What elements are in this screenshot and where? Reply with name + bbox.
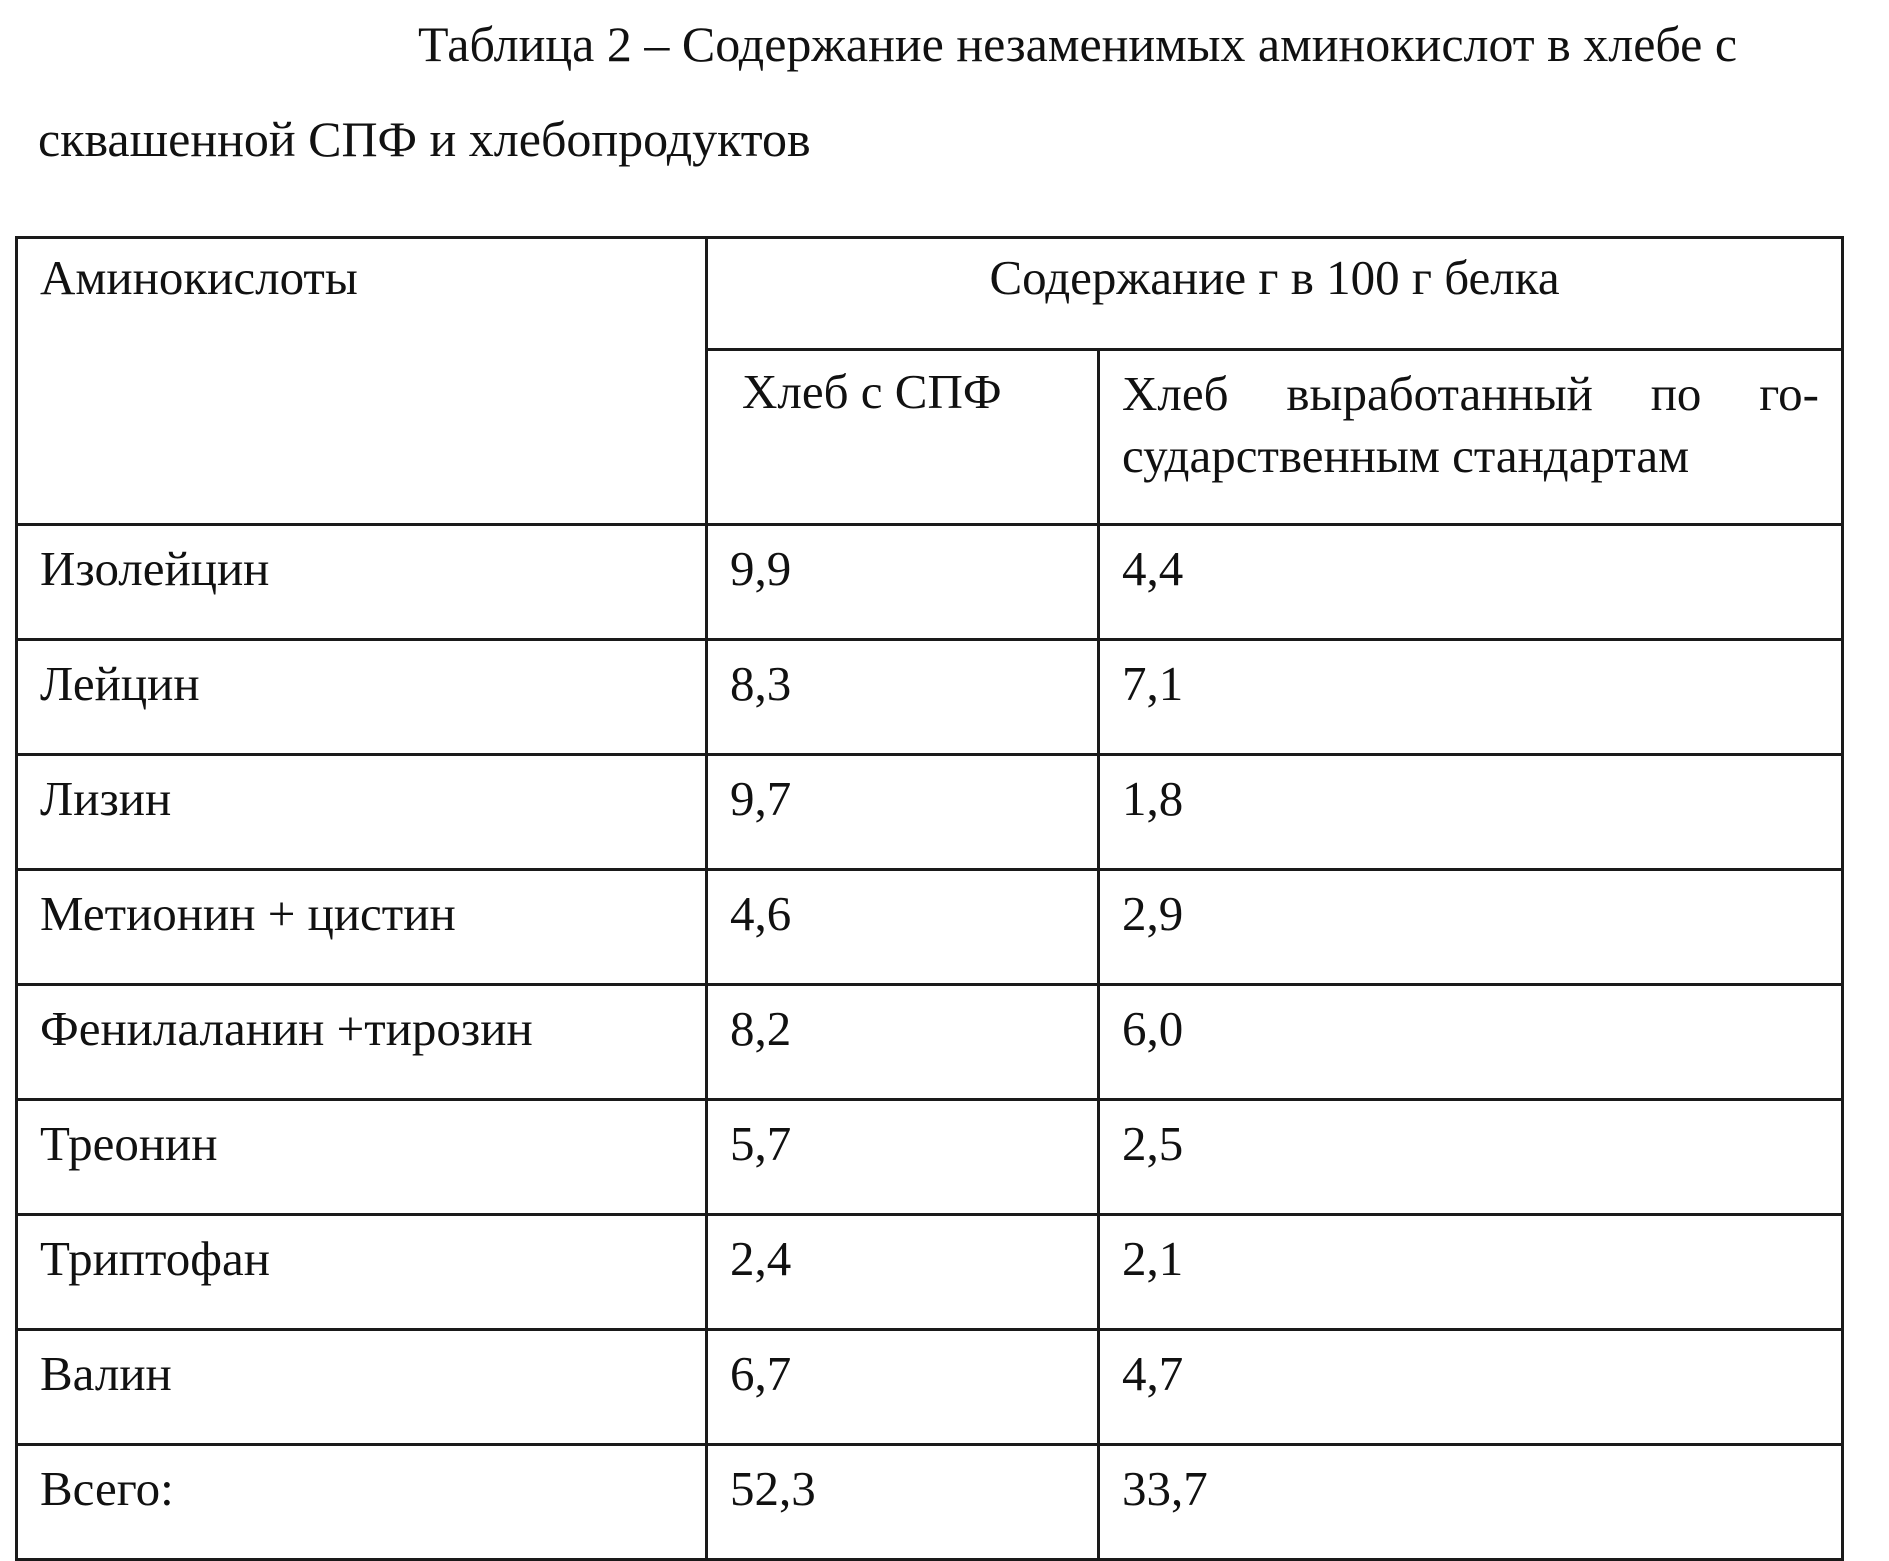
header-content-group: Содержание г в 100 г белка bbox=[707, 238, 1843, 350]
cell-std-value: 33,7 bbox=[1099, 1445, 1843, 1560]
cell-spf-value: 9,9 bbox=[707, 525, 1099, 640]
header-bread-standard: Хлеб выработанный по го-сударственным стандартам bbox=[1099, 350, 1843, 525]
cell-std-value: 4,4 bbox=[1099, 525, 1843, 640]
table-body bbox=[17, 525, 1843, 1560]
caption-line-1: Таблица 2 – Содержание незаменимых аминокислот в хлебе с bbox=[418, 16, 1738, 72]
cell-spf-value: 8,3 bbox=[707, 640, 1099, 755]
cell-std-value: 6,0 bbox=[1099, 985, 1843, 1100]
table-row bbox=[17, 1100, 1843, 1215]
cell-std-value: 4,7 bbox=[1099, 1330, 1843, 1445]
cell-spf-value: 5,7 bbox=[707, 1100, 1099, 1215]
cell-spf-value: 52,3 bbox=[707, 1445, 1099, 1560]
cell-spf-value: 9,7 bbox=[707, 755, 1099, 870]
table-row bbox=[17, 755, 1843, 870]
cell-amino-name: Всего: bbox=[17, 1445, 707, 1560]
cell-amino-name: Треонин bbox=[17, 1100, 707, 1215]
table-row bbox=[17, 870, 1843, 985]
cell-std-value: 7,1 bbox=[1099, 640, 1843, 755]
amino-acid-table bbox=[15, 236, 1844, 1561]
table-row-total bbox=[17, 1445, 1843, 1560]
table-caption bbox=[0, 0, 1889, 200]
table-header bbox=[17, 238, 1843, 525]
table-row bbox=[17, 1215, 1843, 1330]
table-row bbox=[17, 1330, 1843, 1445]
table-row bbox=[17, 985, 1843, 1100]
cell-std-value: 2,1 bbox=[1099, 1215, 1843, 1330]
cell-amino-name: Валин bbox=[17, 1330, 707, 1445]
cell-spf-value: 4,6 bbox=[707, 870, 1099, 985]
cell-amino-name: Лейцин bbox=[17, 640, 707, 755]
cell-spf-value: 8,2 bbox=[707, 985, 1099, 1100]
cell-amino-name: Лизин bbox=[17, 755, 707, 870]
cell-amino-name: Триптофан bbox=[17, 1215, 707, 1330]
cell-std-value: 2,9 bbox=[1099, 870, 1843, 985]
cell-amino-name: Изолейцин bbox=[17, 525, 707, 640]
cell-std-value: 2,5 bbox=[1099, 1100, 1843, 1215]
caption-line-2: сквашенной СПФ и хлебопродуктов bbox=[38, 111, 811, 167]
cell-spf-value: 6,7 bbox=[707, 1330, 1099, 1445]
table-row bbox=[17, 525, 1843, 640]
header-bread-spf: Хлеб с СПФ bbox=[707, 350, 1099, 525]
cell-std-value: 1,8 bbox=[1099, 755, 1843, 870]
cell-amino-name: Фенилаланин +тирозин bbox=[17, 985, 707, 1100]
table-row bbox=[17, 640, 1843, 755]
header-amino-acids: Аминокислоты bbox=[17, 238, 707, 525]
cell-amino-name: Метионин + цистин bbox=[17, 870, 707, 985]
cell-spf-value: 2,4 bbox=[707, 1215, 1099, 1330]
